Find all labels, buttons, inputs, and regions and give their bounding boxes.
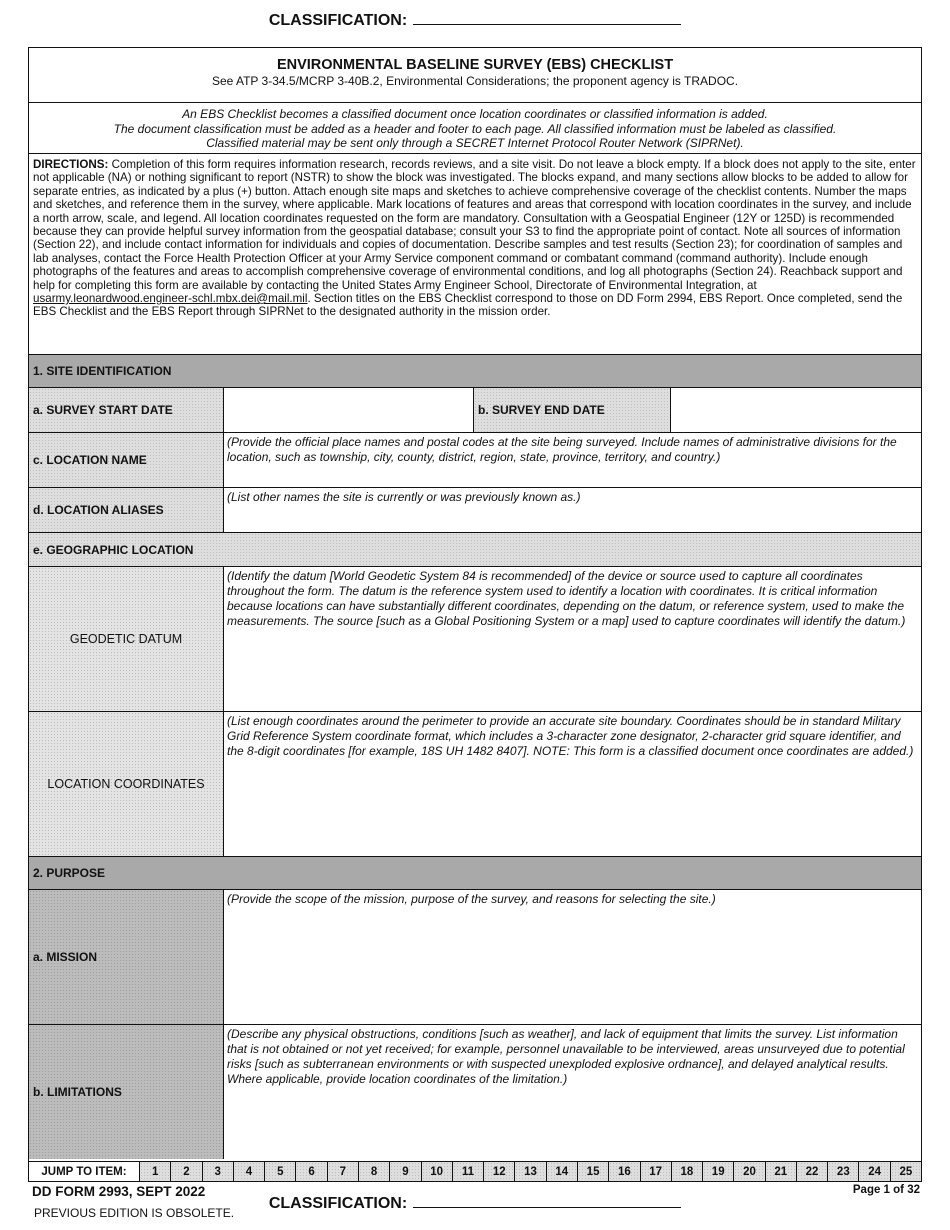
form-subtitle: See ATP 3-34.5/MCRP 3-40B.2, Environmental Considerations; the proponent agency is TRADOC. (211, 74, 739, 88)
mission-label: a. MISSION (29, 890, 224, 1024)
survey-start-date-label: a. SURVEY START DATE (29, 388, 224, 432)
location-coordinates-row (29, 712, 921, 857)
jump-item-23[interactable]: 23 (828, 1162, 859, 1181)
page-number: Page 1 of 32 (852, 1184, 920, 1196)
jump-item-9[interactable]: 9 (390, 1162, 421, 1181)
notice-line-1: An EBS Checklist becomes a classified document once location coordinates or classified information is added. (182, 107, 768, 121)
jump-item-19[interactable]: 19 (703, 1162, 734, 1181)
notice-line-3: Classified material may be sent only through a SECRET Internet Protocol Router Network (SIPRNet). (206, 136, 744, 150)
geodetic-datum-field[interactable]: (Identify the datum [World Geodetic System 84 is recommended] of the device or source used to capture all coordinates throughout the form. The datum is the reference system used to identify a location with coordinates. It is critical information because locations can have substantially different coordinates, depending on the datum, or reference system, used to make the measurements. The source [such as a Global Positioning System or a map] used to capture coordinates will identify the datum.) (227, 569, 906, 628)
jump-item-3[interactable]: 3 (203, 1162, 234, 1181)
jump-item-13[interactable]: 13 (515, 1162, 546, 1181)
survey-end-date-label: b. SURVEY END DATE (474, 388, 671, 432)
geographic-location-label: e. GEOGRAPHIC LOCATION (33, 542, 194, 557)
directions (29, 154, 921, 355)
limitations-label: b. LIMITATIONS (29, 1025, 224, 1159)
jump-item-17[interactable]: 17 (641, 1162, 672, 1181)
classification-footer (0, 1193, 950, 1213)
classification-field-bottom[interactable] (413, 1193, 681, 1208)
location-name-row (29, 433, 921, 488)
jump-to-item-bar (29, 1161, 921, 1181)
ebs-checklist-form (28, 47, 922, 1182)
survey-dates-row (29, 388, 921, 433)
section-2-title: 2. PURPOSE (33, 866, 106, 880)
jump-item-10[interactable]: 10 (422, 1162, 453, 1181)
survey-end-date-field[interactable] (671, 388, 921, 432)
directions-label: DIRECTIONS: (33, 158, 109, 171)
geographic-location-header (29, 533, 921, 567)
location-aliases-field[interactable]: (List other names the site is currently or was previously known as.) (227, 490, 581, 504)
jump-item-5[interactable]: 5 (265, 1162, 296, 1181)
mission-row (29, 890, 921, 1025)
jump-item-22[interactable]: 22 (797, 1162, 828, 1181)
section-1-header (29, 355, 921, 388)
limitations-row (29, 1025, 921, 1159)
obsolete-notice: PREVIOUS EDITION IS OBSOLETE. (34, 1206, 235, 1220)
directions-text-end: . Section titles on the EBS Checklist correspond to those on DD Form 2994, EBS Report. Once completed, send the EBS Checklist and the EBS Report through SIPRNet to the designated authority in the mission order. (33, 292, 903, 319)
jump-item-4[interactable]: 4 (234, 1162, 265, 1181)
form-header (29, 48, 921, 103)
classification-header (0, 10, 950, 30)
location-aliases-label: d. LOCATION ALIASES (29, 488, 224, 532)
jump-item-8[interactable]: 8 (359, 1162, 390, 1181)
section-2-header (29, 857, 921, 890)
jump-item-14[interactable]: 14 (547, 1162, 578, 1181)
support-email-link[interactable]: usarmy.leonardwood.engineer-schl.mbx.dei@mail.mil (33, 292, 308, 306)
classification-label-bottom: CLASSIFICATION: (268, 1195, 408, 1212)
jump-item-2[interactable]: 2 (171, 1162, 202, 1181)
jump-item-11[interactable]: 11 (453, 1162, 484, 1181)
classification-field[interactable] (413, 10, 681, 25)
section-1-title: 1. SITE IDENTIFICATION (33, 364, 172, 378)
directions-text: Completion of this form requires information research, records reviews, and a site visit. Do not leave a block empty. If a block does not apply to the site, enter not applicable (NA) or nothing significant to report (NSTR) to show the block was investigated. The blocks expand, and many sections allow blocks to be added to allow for separate entries, as indicated by a plus (+) button. Attach enough site maps and sketches to achieve comprehensive coverage of the checklist contents. Number the maps and sketches, and reference them in the survey, where applicable. Mark locations of features and areas that correspond with location coordinates in the survey, and include a north arrow, scale, and legend. All location coordinates requested on the form are mandatory. Consultation with a Geospatial Engineer (12Y or 125D) is recommended because they can provide helpful survey information from the geospatial database; consult your S3 to find the appropriate point of contact. Note all sources of information (Section 22), and include contact information for individuals and copies of documentation. Describe samples and test results (Section 23); for coordination of samples and lab analyses, contact the Force Health Protection Officer at your Army Service component command or combatant command (command authority). Include enough photographs of the features and areas to accomplish comprehensive coverage of environmental conditions, and log all photographs (Section 24). Reachback support and help for completing this form are available by contacting the United States Army Engineer School, Directorate of Environmental Integration, at (33, 158, 916, 292)
location-name-label: c. LOCATION NAME (29, 433, 224, 487)
form-number: DD FORM 2993, SEPT 2022 (32, 1184, 206, 1199)
classification-notice (29, 103, 921, 154)
classification-label: CLASSIFICATION: (268, 12, 408, 29)
jump-item-24[interactable]: 24 (859, 1162, 890, 1181)
geodetic-datum-label: GEODETIC DATUM (29, 567, 224, 711)
jump-item-6[interactable]: 6 (296, 1162, 327, 1181)
jump-item-15[interactable]: 15 (578, 1162, 609, 1181)
jump-item-20[interactable]: 20 (734, 1162, 765, 1181)
jump-item-25[interactable]: 25 (891, 1162, 921, 1181)
jump-item-18[interactable]: 18 (672, 1162, 703, 1181)
form-title: ENVIRONMENTAL BASELINE SURVEY (EBS) CHECKLIST (276, 57, 674, 73)
mission-field[interactable]: (Provide the scope of the mission, purpose of the survey, and reasons for selecting the site.) (227, 892, 716, 906)
location-coordinates-label: LOCATION COORDINATES (29, 712, 224, 856)
location-name-field[interactable]: (Provide the official place names and postal codes at the site being surveyed. Include names of administrative divisions for the location, such as township, city, county, district, region, state, province, territory, and country.) (227, 435, 897, 464)
jump-item-1[interactable]: 1 (140, 1162, 171, 1181)
jump-item-7[interactable]: 7 (328, 1162, 359, 1181)
jump-to-item-label: JUMP TO ITEM: (29, 1162, 140, 1181)
jump-item-16[interactable]: 16 (609, 1162, 640, 1181)
survey-start-date-field[interactable] (224, 388, 474, 432)
geodetic-datum-row (29, 567, 921, 712)
jump-item-12[interactable]: 12 (484, 1162, 515, 1181)
notice-line-2: The document classification must be added as a header and footer to each page. All classified information must be labeled as classified. (113, 121, 837, 136)
jump-item-21[interactable]: 21 (766, 1162, 797, 1181)
location-coordinates-field[interactable]: (List enough coordinates around the perimeter to provide an accurate site boundary. Coordinates should be in standard Military Grid Reference System coordinate format, which includes a 3-character zone designator, 2-character grid square identifier, and the 8-digit coordinates [for example, 18S UH 1482 8407]. NOTE: This form is a classified document once coordinates are added.) (227, 714, 914, 758)
limitations-field[interactable]: (Describe any physical obstructions, conditions [such as weather], and lack of equipment that limits the survey. List information that is not obtained or not yet received; for example, personnel unavailable to be interviewed, areas unsurveyed due to potential risks [such as subterranean environments or with suspected unexploded explosive ordnance], and delayed analytical results. Where applicable, provide location coordinates of the limitation.) (227, 1027, 905, 1086)
location-aliases-row (29, 488, 921, 533)
